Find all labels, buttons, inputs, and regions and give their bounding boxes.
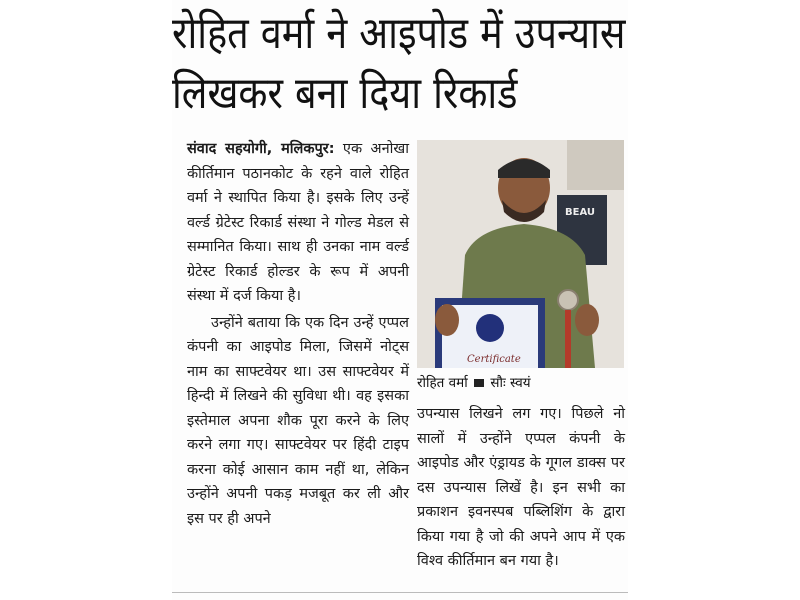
headline-line-1: रोहित वर्मा ने आइपोड में उपन्यास [172,8,626,59]
article-photo [417,140,624,368]
caption-credit: सौः स्वयं [490,375,531,391]
dateline: संवाद सहयोगी, मलिकपुर: [187,141,335,157]
headline-line-2: लिखकर बना दिया रिकार्ड [172,68,518,119]
bottom-divider [172,592,628,593]
camera-icon [474,379,484,387]
certificate-text: Certificate [467,354,521,365]
paragraph-3: उपन्यास लिखने लग गए। पिछले नो सालों में उन्होंने एप्पल कंपनी के आइपोड और एंड्रायड के गूगल डाक्स पर दस उपन्यास लिखें है। इन सभी का प्रकाशन इवनस्पब पब्लिशिंग के द्वारा किया गया है जो की अपने आप में एक विश्व कीर्तिमान बन गया है। [417,406,625,569]
headline [172,4,626,124]
article-left-column [187,137,409,531]
paragraph-2: उन्होंने बताया कि एक दिन उन्हें एप्पल कंपनी का आइपोड मिला, जिसमें नोट्स नाम का साफ्टवेयर था। उस साफ्टवेयर में हिन्दी में लिखने की सुविधा थी। वह इसका इस्तेमाल अपना शौक पूरा करने के लिए करने लगा गए। साफ्टवेयर पर हिंदी टाइप करना कोई आसान काम नहीं था, लेकिन उन्होंने अपनी पकड़ मजबूत कर ली और इस पर ही अपने [187,314,409,527]
article-right-column [417,402,625,574]
newspaper-clipping [172,0,628,600]
photo-illustration [417,140,624,368]
poster-text: BEAU [565,207,596,218]
photo-caption [417,373,625,391]
paragraph-1-text: एक अनोखा कीर्तिमान पठानकोट के रहने वाले रोहित वर्मा ने स्थापित किया है। इसके लिए उन्हें वर्ल्ड ग्रेटेस्ट रिकार्ड संस्था ने गोल्ड मेडल से सम्मानित किया। साथ ही उनका नाम वर्ल्ड ग्रेटेस्ट रिकार्ड होल्डर के रूप में अपनी संस्था में दर्ज किया है। [187,141,409,304]
caption-name: रोहित वर्मा [417,375,468,391]
paragraph-1 [187,137,409,309]
